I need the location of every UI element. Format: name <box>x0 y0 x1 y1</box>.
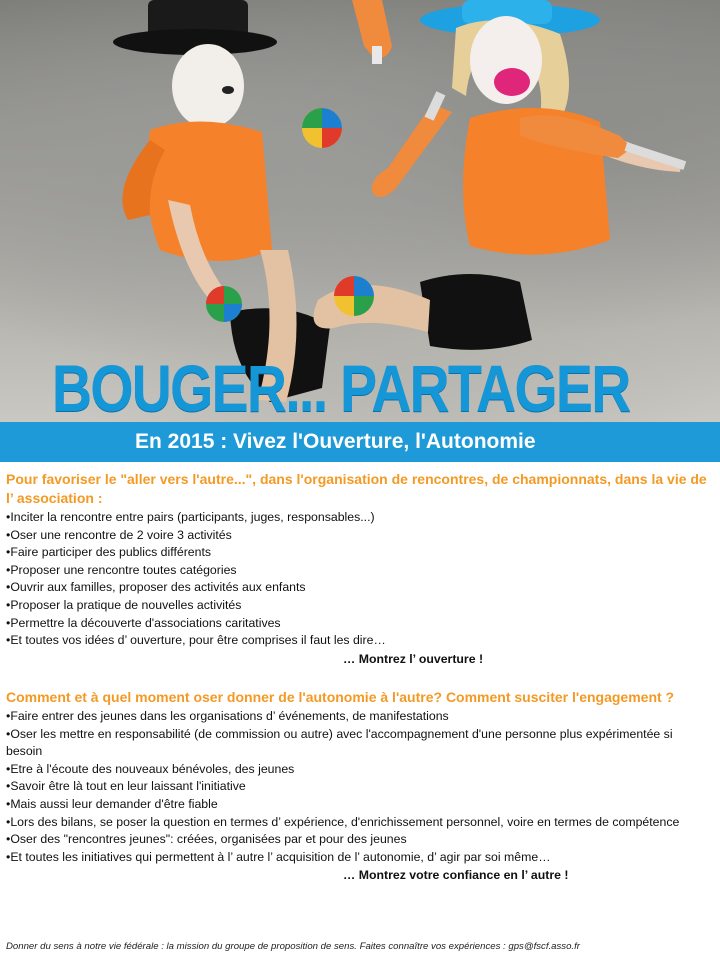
autonomy-closing: … Montrez votre confiance en l’ autre ! <box>343 868 569 883</box>
list-item: • Oser les mettre en responsabilité (de commission ou autre) avec l'accompagnement d'une personne plus expérimentée si besoin <box>6 726 711 761</box>
openness-heading: Pour favoriser le "aller vers l'autre...", dans l'organisation de rencontres, de championnats, dans la vie de l’ association : <box>6 471 707 506</box>
list-item: • Lors des bilans, se poser la question en termes d’ expérience, d'enrichissement personnel, voire en termes de compétence <box>6 814 711 832</box>
list-item: • Et toutes les initiatives qui permettent à l’ autre l’ acquisition de l’ autonomie, d’ agir par soi même… <box>6 849 711 867</box>
list-item: • Permettre la découverte d'associations caritatives <box>6 615 711 633</box>
list-item: • Proposer la pratique de nouvelles activités <box>6 597 711 615</box>
banner-title: En 2015 : Vivez l'Ouverture, l'Autonomie <box>0 422 720 462</box>
list-item: • Inciter la rencontre entre pairs (participants, juges, responsables...) <box>6 509 711 527</box>
list-item: • Mais aussi leur demander d'être fiable <box>6 796 711 814</box>
list-item: • Savoir être là tout en leur laissant l'initiative <box>6 778 711 796</box>
autonomy-section <box>6 688 711 884</box>
slogan-title: BOUGER... PARTAGER <box>52 351 630 422</box>
autonomy-list <box>6 708 711 866</box>
list-item: • Faire participer des publics différents <box>6 544 711 562</box>
list-item: • Faire entrer des jeunes dans les organisations d’ événements, de manifestations <box>6 708 711 726</box>
left-child-figure <box>113 0 330 402</box>
openness-list <box>6 509 711 650</box>
list-item: • Oser des "rencontres jeunes": créées, organisées par et pour des jeunes <box>6 831 711 849</box>
hero-photo <box>0 0 720 422</box>
list-item: • Etre à l'écoute des nouveaux bénévoles, des jeunes <box>6 761 711 779</box>
list-item: • Ouvrir aux familles, proposer des activités aux enfants <box>6 579 711 597</box>
list-item: • Proposer une rencontre toutes catégories <box>6 562 711 580</box>
list-item: • Et toutes vos idées d’ ouverture, pour être comprises il faut les dire… <box>6 632 711 650</box>
openness-section <box>6 470 711 668</box>
autonomy-heading: Comment et à quel moment oser donner de l'autonomie à l'autre? Comment susciter l'engagement ? <box>6 689 675 705</box>
openness-closing: … Montrez l’ ouverture ! <box>343 651 484 666</box>
list-item: • Oser une rencontre de 2 voire 3 activités <box>6 527 711 545</box>
footer-note: Donner du sens à notre vie fédérale : la mission du groupe de proposition de sens. Faites connaître vos expériences : gps@fscf.asso.fr <box>6 941 580 952</box>
